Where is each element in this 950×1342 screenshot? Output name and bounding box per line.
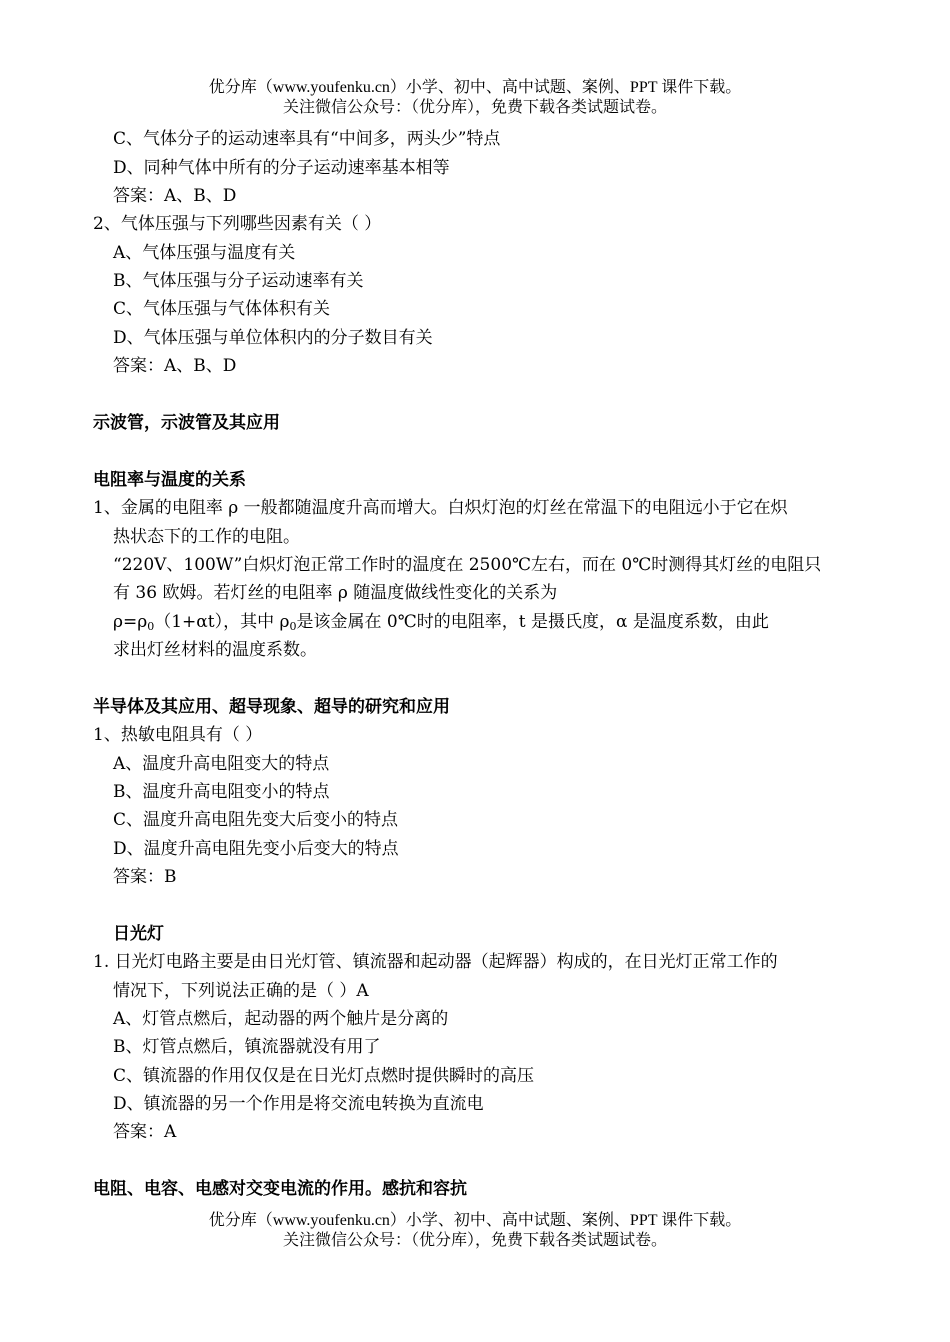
semiconductor-question: 1、热敏电阻具有（ ） xyxy=(93,725,263,745)
page-footer-line-1: 优分库（www.youfenku.cn）小学、初中、高中试题、案例、PPT 课件下载。 xyxy=(208,1212,742,1229)
section-heading-fluorescent: 日光灯 xyxy=(113,924,164,944)
formula-part-1: ρ=ρ xyxy=(113,612,148,632)
formula-subscript-2: 0 xyxy=(289,620,297,633)
fluorescent-question-line-2: 情况下，下列说法正确的是（ ）A xyxy=(113,981,369,1001)
q2-question: 2、气体压强与下列哪些因素有关（ ） xyxy=(93,214,382,234)
q2-option-c: C、气体压强与气体体积有关 xyxy=(113,299,331,319)
q2-answer: 答案：A、B、D xyxy=(113,356,237,376)
formula-subscript-1: 0 xyxy=(147,620,155,633)
semiconductor-option-c: C、温度升高电阻先变大后变小的特点 xyxy=(113,810,399,830)
section-heading-ac-current: 电阻、电容、电感对交变电流的作用。感抗和容抗 xyxy=(93,1179,467,1199)
semiconductor-option-d: D、温度升高电阻先变小后变大的特点 xyxy=(113,839,399,859)
section-heading-resistivity: 电阻率与温度的关系 xyxy=(93,470,246,490)
section-heading-oscilloscope: 示波管，示波管及其应用 xyxy=(93,413,280,433)
resistivity-text-line-3: “220V、100W”白炽灯泡正常工作时的温度在 2500℃左右，而在 0℃时测得其灯丝的电阻只 xyxy=(113,555,822,575)
q1-option-c: C、气体分子的运动速率具有“中间多，两头少”特点 xyxy=(113,129,501,149)
resistivity-text-line-6: 求出灯丝材料的温度系数。 xyxy=(113,640,317,660)
fluorescent-option-b: B、灯管点燃后，镇流器就没有用了 xyxy=(113,1037,381,1057)
q1-option-d: D、同种气体中所有的分子运动速率基本相等 xyxy=(113,158,450,178)
semiconductor-answer: 答案：B xyxy=(113,867,177,887)
fluorescent-question-line-1: 1. 日光灯电路主要是由日光灯管、镇流器和起动器（起辉器）构成的，在日光灯正常工作的 xyxy=(93,952,778,972)
fluorescent-option-c: C、镇流器的作用仅仅是在日光灯点燃时提供瞬时的高压 xyxy=(113,1066,535,1086)
q2-option-b: B、气体压强与分子运动速率有关 xyxy=(113,271,364,291)
q2-option-d: D、气体压强与单位体积内的分子数目有关 xyxy=(113,328,433,348)
fluorescent-option-a: A、灯管点燃后，起动器的两个触片是分离的 xyxy=(113,1009,449,1029)
page-header-line-2: 关注微信公众号：（优分库），免费下载各类试题试卷。 xyxy=(282,99,667,116)
section-heading-semiconductor: 半导体及其应用、超导现象、超导的研究和应用 xyxy=(93,697,450,717)
page-header-line-1: 优分库（www.youfenku.cn）小学、初中、高中试题、案例、PPT 课件下载。 xyxy=(208,79,742,96)
fluorescent-option-d: D、镇流器的另一个作用是将交流电转换为直流电 xyxy=(113,1094,484,1114)
resistivity-text-line-2: 热状态下的工作的电阻。 xyxy=(113,527,300,547)
q1-answer: 答案：A、B、D xyxy=(113,186,237,206)
page-footer-line-2: 关注微信公众号：（优分库），免费下载各类试题试卷。 xyxy=(282,1232,667,1249)
fluorescent-answer: 答案：A xyxy=(113,1122,177,1142)
semiconductor-option-a: A、温度升高电阻变大的特点 xyxy=(113,754,330,774)
resistivity-text-line-1: 1、金属的电阻率 ρ 一般都随温度升高而增大。白炽灯泡的灯丝在常温下的电阻远小于它在炽 xyxy=(93,498,788,518)
semiconductor-option-b: B、温度升高电阻变小的特点 xyxy=(113,782,330,802)
formula-part-3: 是该金属在 0℃时的电阻率，t 是摄氏度，α 是温度系数，由此 xyxy=(296,612,769,632)
q2-option-a: A、气体压强与温度有关 xyxy=(113,243,296,263)
resistivity-formula-line xyxy=(113,611,769,638)
formula-part-2: （1+αt），其中 ρ xyxy=(154,612,290,632)
resistivity-text-line-4: 有 36 欧姆。若灯丝的电阻率 ρ 随温度做线性变化的关系为 xyxy=(113,583,558,603)
